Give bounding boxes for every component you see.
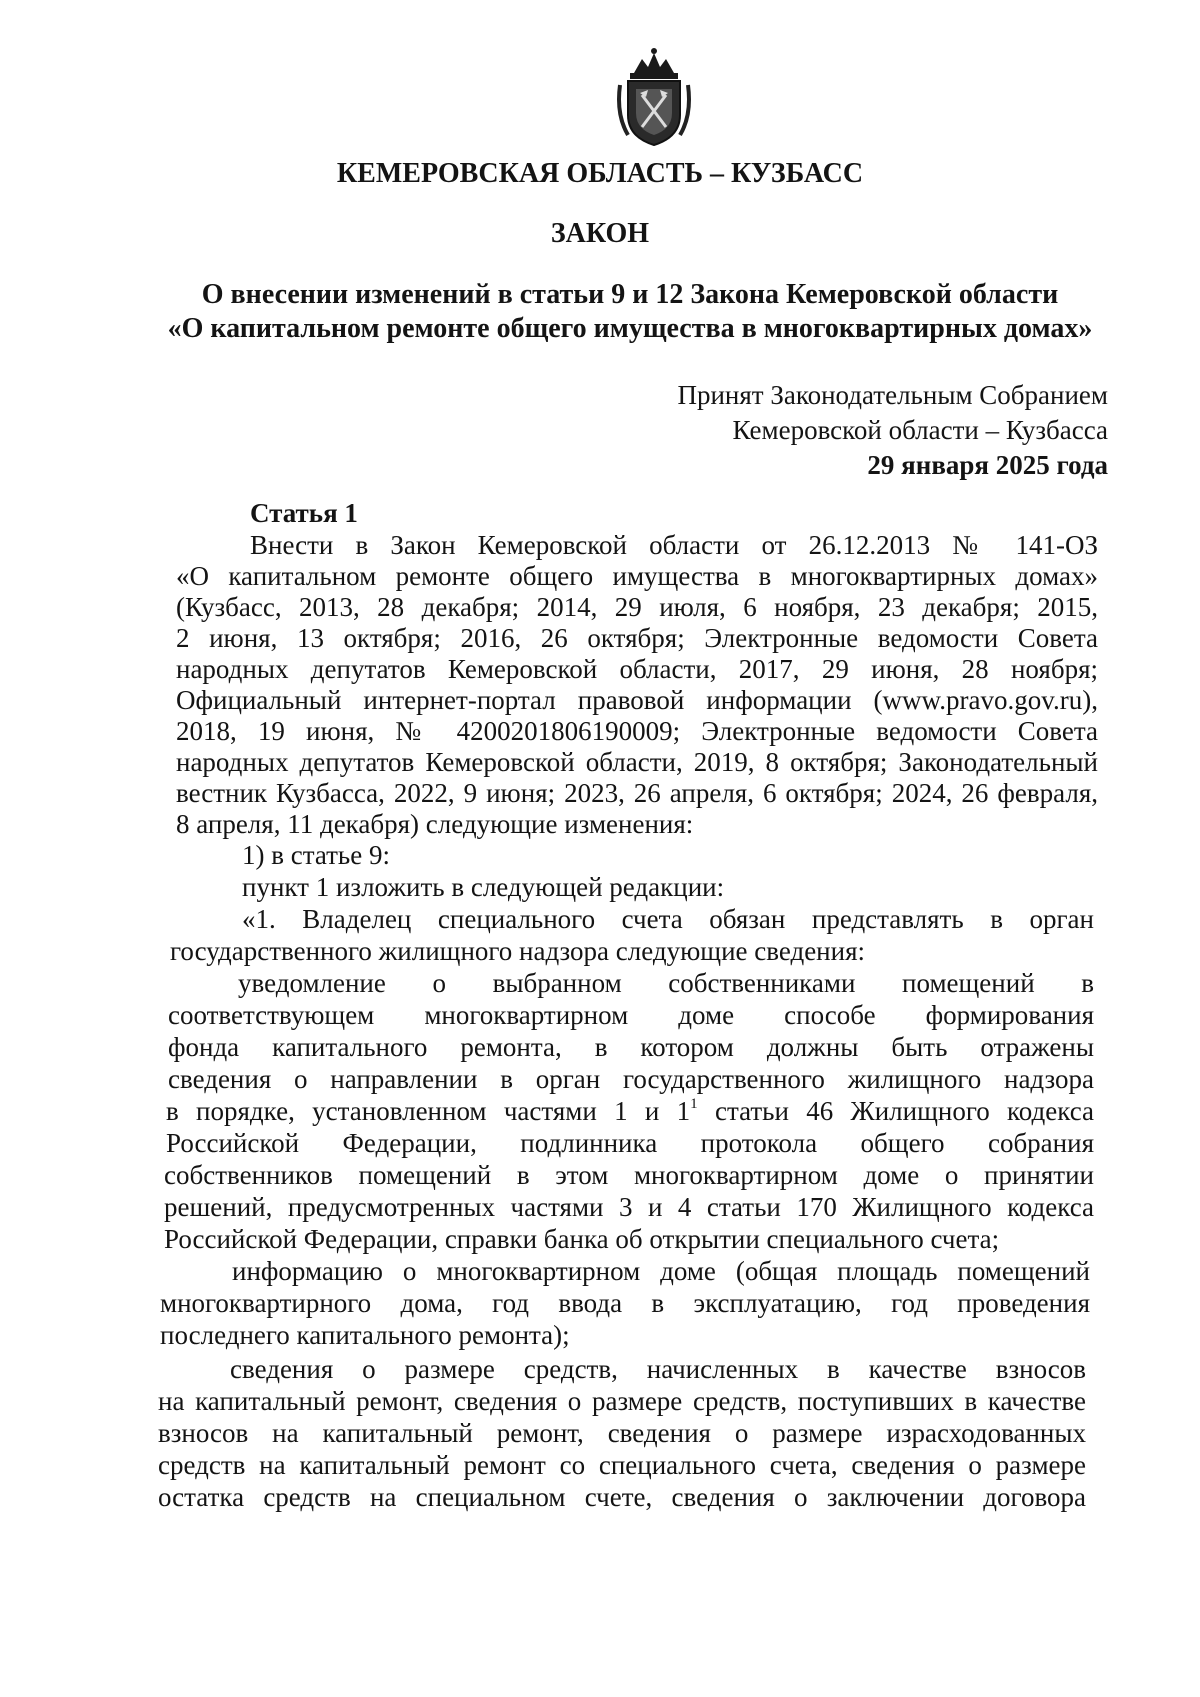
adoption-date: 29 января 2025 года xyxy=(867,450,1108,480)
adoption-line: Принят Законодательным Собранием xyxy=(677,380,1108,410)
body-line: Российской Федерации, подлинника протокола общего собрания xyxy=(166,1128,1094,1158)
body-line: взносов на капитальный ремонт, сведения о размере израсходованных xyxy=(158,1418,1086,1448)
body-line: 2018, 19 июня, № 4200201806190009; Электронные ведомости Совета xyxy=(176,716,1098,746)
body-line: информацию о многоквартирном доме (общая площадь помещений xyxy=(232,1256,1090,1286)
body-line: 1) в статье 9: xyxy=(242,840,390,870)
body-line: (Кузбасс, 2013, 28 декабря; 2014, 29 июля, 6 ноября, 23 декабря; 2015, xyxy=(176,592,1098,622)
body-line: народных депутатов Кемеровской области, 2017, 29 июня, 28 ноября; xyxy=(176,654,1098,684)
body-line: Российской Федерации, справки банка об открытии специального счета; xyxy=(164,1224,1000,1254)
body-line: 2 июня, 13 октября; 2016, 26 октября; Электронные ведомости Совета xyxy=(176,623,1098,653)
body-line: 8 апреля, 11 декабря) следующие изменения: xyxy=(176,809,694,839)
body-line: уведомление о выбранном собственниками помещений в xyxy=(238,968,1094,998)
body-line: остатка средств на специальном счете, сведения о заключении договора xyxy=(158,1482,1086,1512)
coat-of-arms-icon xyxy=(614,45,694,155)
body-line: Официальный интернет-портал правовой информации (www.pravo.gov.ru), xyxy=(176,685,1098,715)
body-line: собственников помещений в этом многоквартирном доме о принятии xyxy=(164,1160,1094,1190)
body-line: фонда капитального ремонта, в котором должны быть отражены xyxy=(168,1032,1094,1062)
body-line: народных депутатов Кемеровской области, 2019, 8 октября; Законодательный xyxy=(176,747,1098,777)
superscript-one: 1 xyxy=(690,1096,698,1112)
law-title-line: «О капитальном ремонте общего имущества в многоквартирных домах» xyxy=(167,313,1093,344)
body-line: сведения о направлении в орган государственного жилищного надзора xyxy=(168,1064,1094,1094)
body-line: Внести в Закон Кемеровской области от 26.12.2013 № 141-ОЗ xyxy=(250,530,1098,560)
adoption-line: Кемеровской области – Кузбасса xyxy=(732,415,1108,445)
document-type: ЗАКОН xyxy=(550,218,650,249)
law-title-line: О внесении изменений в статьи 9 и 12 Закона Кемеровской области xyxy=(201,279,1059,310)
article-heading: Статья 1 xyxy=(250,498,358,528)
body-text: статьи 46 Жилищного кодекса xyxy=(697,1096,1094,1126)
body-line: многоквартирного дома, год ввода в эксплуатацию, год проведения xyxy=(160,1288,1090,1318)
body-text: в порядке, установленном частями 1 и 1 xyxy=(166,1096,691,1126)
body-line: «1. Владелец специального счета обязан представлять в орган xyxy=(242,904,1094,934)
adoption-block xyxy=(677,378,1108,483)
body-line: на капитальный ремонт, сведения о размере средств, поступивших в качестве xyxy=(158,1386,1086,1416)
body-line: сведения о размере средств, начисленных в качестве взносов xyxy=(230,1354,1086,1384)
body-line: вестник Кузбасса, 2022, 9 июня; 2023, 26 апреля, 6 октября; 2024, 26 февраля, xyxy=(176,778,1098,808)
body-line: пункт 1 изложить в следующей редакции: xyxy=(242,872,725,902)
law-title xyxy=(150,278,1110,346)
body-line: государственного жилищного надзора следующие сведения: xyxy=(170,936,865,966)
body-line: соответствующем многоквартирном доме способе формирования xyxy=(168,1000,1094,1030)
region-heading: КЕМЕРОВСКАЯ ОБЛАСТЬ – КУЗБАСС xyxy=(336,158,864,189)
body-line xyxy=(166,1096,1094,1126)
body-line: последнего капитального ремонта); xyxy=(160,1320,570,1350)
body-line: средств на капитальный ремонт со специального счета, сведения о размере xyxy=(158,1450,1086,1480)
body-line: решений, предусмотренных частями 3 и 4 статьи 170 Жилищного кодекса xyxy=(164,1192,1094,1222)
body-line: «О капитальном ремонте общего имущества в многоквартирных домах» xyxy=(176,561,1098,591)
